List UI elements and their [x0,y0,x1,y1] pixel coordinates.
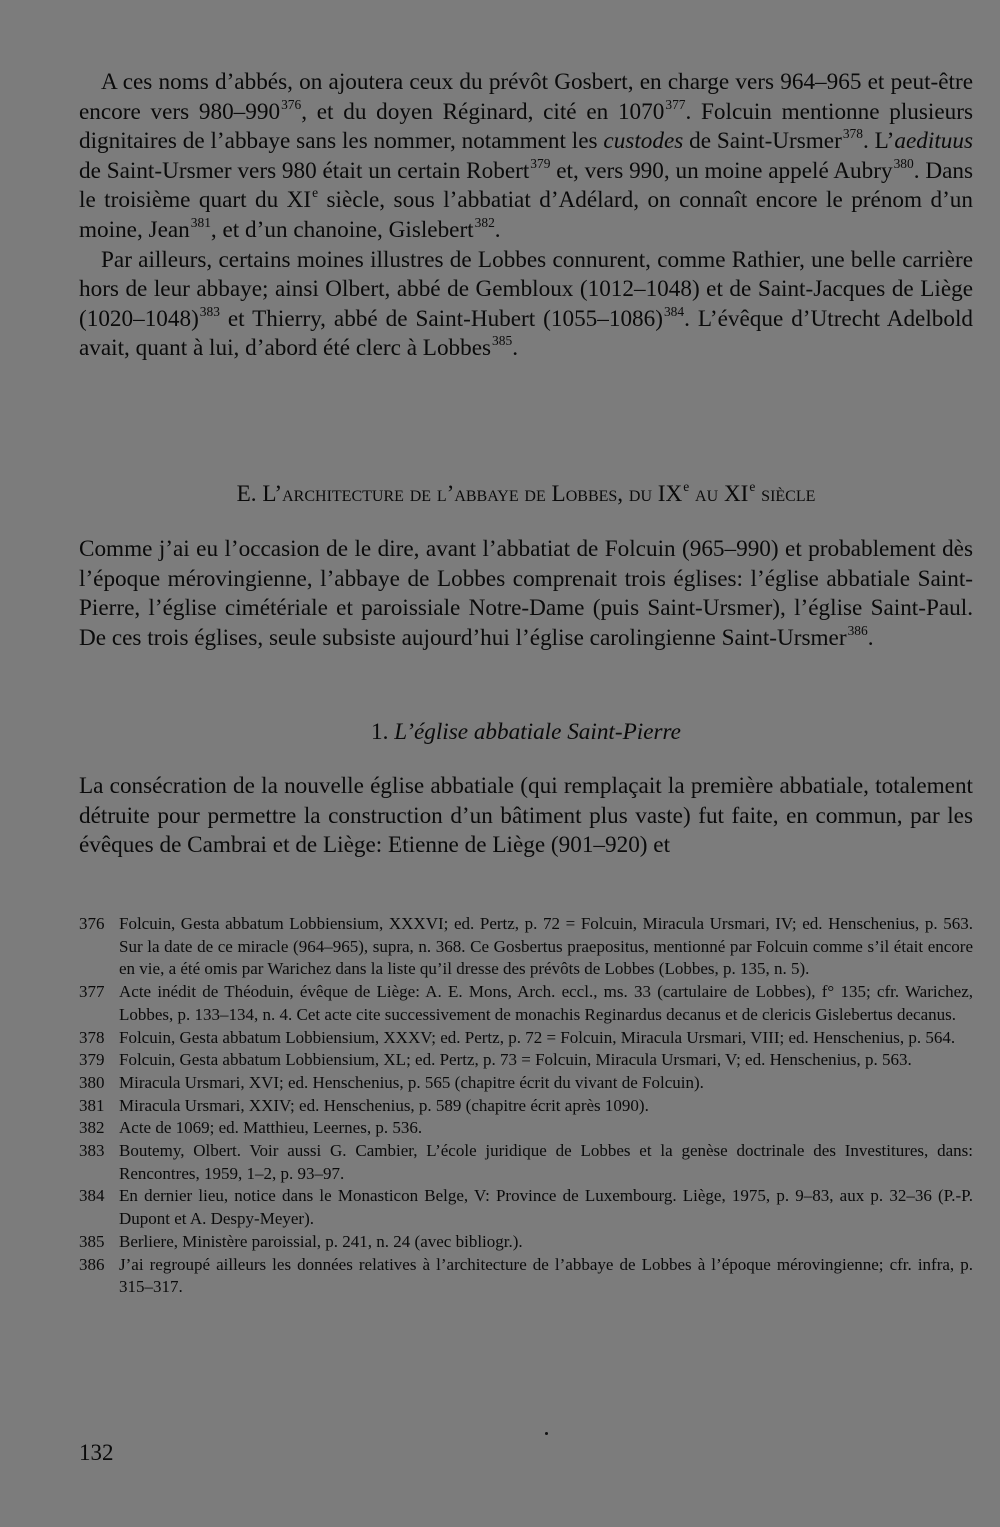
footnote [79,913,973,981]
text-run: Comme j’ai eu l’occasion de le dire, avant l’abbatiat de Folcuin (965–990) et probablement dès l’époque mérovingienne, l’abbaye de Lobbes comprenait trois églises: l’église abbatiale Saint-Pierre, l’église cimétériale et paroissiale Notre-Dame (puis Saint-Ursmer), l’église Saint-Paul. De ces trois églises, seule subsiste aujourd’hui l’église carolingienne Saint-Ursmer [79,536,973,651]
italic-term: aedituus [894,128,973,155]
footnote-text: J’ai regroupé ailleurs les données relatives à l’architecture de l’abbaye de Lobbes à l’époque mérovingienne; cfr. infra, p. 315–317. [119,1254,973,1297]
footnote-number: 378 [79,1027,105,1047]
text-run: . [867,624,874,651]
footnote-number: 376 [79,914,105,933]
footnote-text: En dernier lieu, notice dans le Monasticon Belge, V: Province de Luxembourg. Liège, 1975, p. 9–83, aux p. 32–36 (P.-P. Dupont et A. Despy-Meyer). [119,1186,973,1229]
text-run: de Saint-Ursmer [683,128,842,155]
text-run: . [512,335,518,362]
footnote-text: Folcuin, Gesta abbatum Lobbiensium, XXXV; ed. Pertz, p. 72 = Folcuin, Miracula Ursmari, VIII; ed. Henschenius, p. 564. [119,1027,956,1047]
paragraph-2 [79,246,973,364]
footnote-ref: 379 [530,155,551,171]
footnote-text: Folcuin, Gesta abbatum Lobbiensium, XXXVI; ed. Pertz, p. 72 = Folcuin, Miracula Ursmari, IV; ed. Henschenius, p. 563. Sur la date de ce miracle (964–965), supra, n. 368. Ce Gosbertus praepositus, mentionné par Folcuin comme s’il était encore en vie, a été omis par Warichez dans la liste qu’il dresse des prévôts de Lobbes (Lobbes, p. 135, n. 5). [119,914,973,979]
footnote [79,981,973,1026]
superscript: e [312,185,319,201]
footnote-ref: 376 [281,96,302,112]
footnote [79,1117,973,1140]
text-run: Par ailleurs, certains moines illustres de Lobbes connurent, comme Rathier, une belle carrière hors de leur abbaye; ainsi Olbert, abbé de Gembloux (1012–1048) et de Saint-Jacques de Liège (1020–1048) [79,246,973,332]
footnote-number: 386 [79,1254,105,1274]
footnote-ref: 384 [663,303,685,319]
footnote [79,1072,973,1095]
text-run: . L’évêque d’Utrecht Adelbold avait, quant à lui, d’abord été clerc à Lobbes [79,305,973,362]
text-run: siècle, sous l’abbatiat d’Adélard, on connaît encore le prénom d’un moine, Jean [79,187,973,243]
section-title: siècle [755,481,816,507]
footnote-ref: 381 [190,214,211,230]
footnote [79,1095,973,1118]
footnote-text: Acte inédit de Théoduin, évêque de Liège: A. E. Mons, Arch. eccl., ms. 33 (cartulaire de Lobbes), f° 135; cfr. Warichez, Lobbes, p. 133–134, n. 4. Cet acte cite successivement de monachis Reginardus decanus et de clericis Gislebertus decanus. [119,982,973,1024]
footnote-text: Acte de 1069; ed. Matthieu, Leernes, p. 536. [119,1118,423,1138]
footnote-ref: 385 [492,333,513,349]
text-run: . L’ [862,128,895,155]
footnote-text: Boutemy, Olbert. Voir aussi G. Cambier, L’école juridique de Lobbes et la genèse doctrinale des Investitures, dans: Rencontres, 1959, 1–2, p. 93–97. [119,1141,973,1183]
section-letter: E. [236,481,263,507]
text-run: et, vers 990, un moine appelé Aubry [550,157,893,184]
page-number: 132 [79,1440,114,1465]
footnote-number: 381 [79,1095,105,1115]
footnote-number: 377 [79,982,105,1002]
text-run: . Folcuin mentionne plusieurs dignitaires de l’abbaye sans les nommer, notamment les [79,98,973,155]
section-title: L’architecture de l’abbaye de Lobbes, du IX [262,481,683,507]
subsection-title: L’église abbatiale Saint-Pierre [394,719,681,745]
text-run: . [494,216,501,243]
footnote-number: 382 [79,1118,105,1138]
text-run: de Saint-Ursmer vers 980 était un certain Robert [79,157,530,184]
footnote-ref: 380 [893,155,914,171]
footnote [79,1185,973,1230]
text-run: , et d’un chanoine, Gislebert [210,216,474,243]
footnote [79,1140,973,1185]
italic-term: custodes [603,128,684,155]
text-run: et Thierry, abbé de Saint-Hubert (1055–1086) [219,305,663,332]
footnote [79,1027,973,1050]
text-run: . Dans le troisième quart du XI [79,157,974,214]
footnote-number: 380 [79,1072,105,1092]
footnote-ref: 382 [474,214,495,230]
paragraph-3 [79,535,973,653]
subsection-number: 1. [371,719,395,745]
text-run: A ces noms d’abbés, on ajoutera ceux du prévôt Gosbert, en charge vers 964–965 et peut-être encore vers 980–990 [79,69,973,125]
paragraph-1 [79,68,973,246]
footnote-ref: 383 [199,303,220,319]
footnote-number: 383 [79,1141,105,1161]
footnote-number: 385 [79,1231,105,1251]
paragraph-4: La consécration de la nouvelle église abbatiale (qui remplaçait la première abbatiale, totalement détruite pour permettre la construction d’un bâtiment plus vaste) fut faite, en commun, par les évêques de Cambrai et de Liège: Etienne de Liège (901–920) et [79,773,973,859]
section-title: au XI [689,481,749,507]
main-text [79,68,973,364]
footnote [79,1049,973,1072]
superscript: e [749,478,756,494]
dot-mark [545,1432,548,1435]
footnote-ref: 378 [842,126,863,142]
footnote-number: 379 [79,1050,105,1070]
footnote-text: Berliere, Ministère paroissial, p. 241, n. 24 (avec bibliogr.). [119,1231,523,1251]
footnote [79,1254,973,1299]
superscript: e [683,478,690,494]
subsection-heading [79,717,973,747]
text-run: , et du doyen Réginard, cité en 1070 [301,98,665,125]
main-text-3 [79,772,973,861]
footnote-text: Miracula Ursmari, XXIV; ed. Henschenius, p. 589 (chapitre écrit après 1090). [119,1095,649,1115]
footnotes [79,913,973,1299]
footnote-ref: 386 [847,622,868,638]
section-heading [79,479,973,509]
main-text-2 [79,535,973,653]
footnote-text: Folcuin, Gesta abbatum Lobbiensium, XL; ed. Pertz, p. 73 = Folcuin, Miracula Ursmari, V; ed. Henschenius, p. 563. [119,1050,912,1070]
footnote-text: Miracula Ursmari, XVI; ed. Henschenius, p. 565 (chapitre écrit du vivant de Folcuin). [119,1072,704,1092]
footnote [79,1231,973,1254]
footnote-number: 384 [79,1186,105,1206]
footnote-ref: 377 [665,96,686,112]
